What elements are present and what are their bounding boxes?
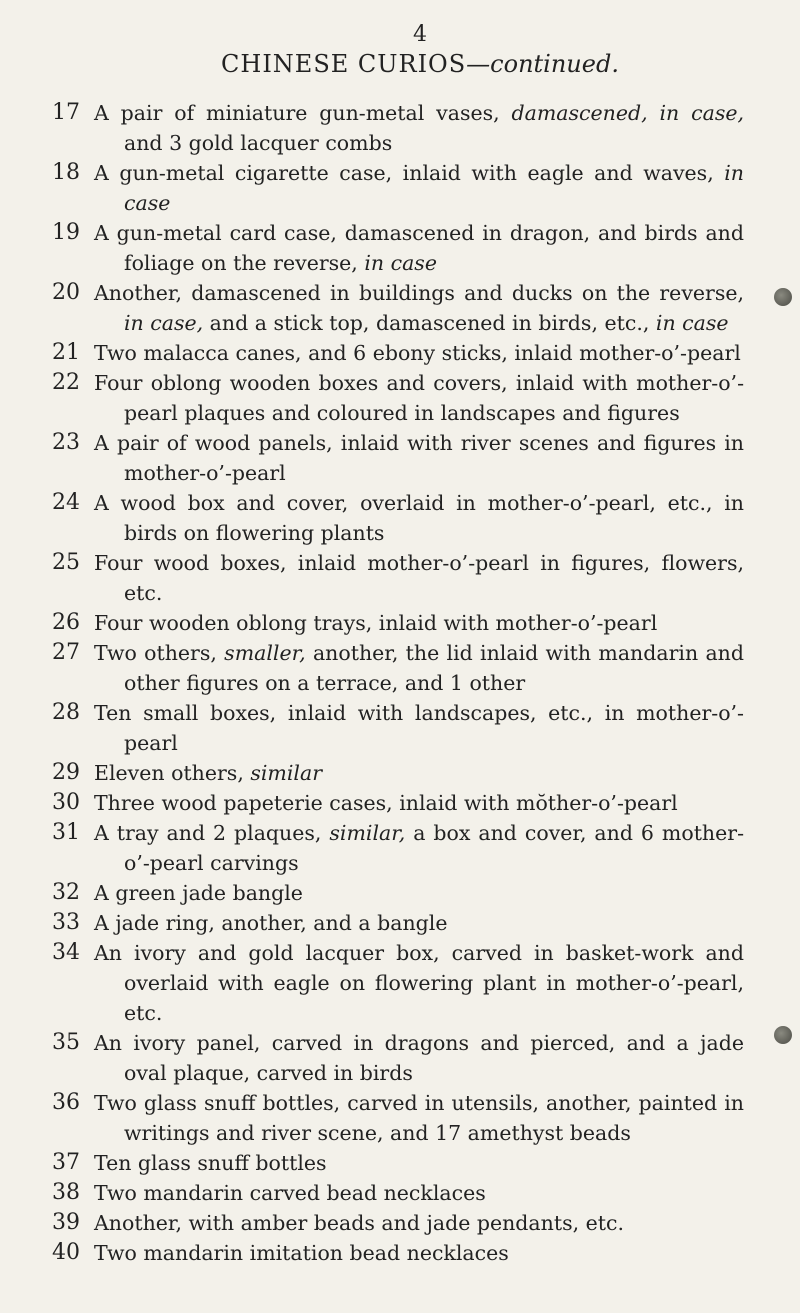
lot-description	[94, 698, 744, 758]
lot-description	[94, 1148, 744, 1178]
lot-number: 38	[52, 1180, 80, 1205]
lot-description-text: Two mandarin imitation bead necklaces	[94, 1241, 509, 1265]
lot-number: 25	[52, 550, 80, 575]
paper-blemish	[774, 288, 792, 306]
page-heading	[0, 50, 800, 78]
lot-description-text: another, the lid inlaid with mandarin and other figures on a terrace, and 1 other	[124, 641, 744, 695]
lot-description-italic: damascened, in case,	[511, 101, 744, 125]
lot-entry	[0, 548, 800, 608]
paper-blemish	[774, 1026, 792, 1044]
lot-description	[94, 488, 744, 548]
lot-description-text: Two malacca canes, and 6 ebony sticks, inlaid mother-o’-pearl	[94, 341, 741, 365]
lot-entry	[0, 608, 800, 638]
lot-number: 20	[52, 280, 80, 305]
lot-description-text: A pair of miniature gun-metal vases,	[94, 101, 512, 125]
lot-description	[94, 98, 744, 158]
lot-entry	[0, 1028, 800, 1088]
lot-description-text: Two mandarin carved bead necklaces	[94, 1181, 486, 1205]
lot-description	[94, 608, 744, 638]
lot-number: 32	[52, 880, 80, 905]
lot-number: 18	[52, 160, 80, 185]
lot-description	[94, 818, 744, 878]
lot-description-text: and 3 gold lacquer combs	[124, 131, 393, 155]
lot-entry	[0, 98, 800, 158]
lot-number: 34	[52, 940, 80, 965]
lot-description	[94, 788, 744, 818]
lot-number: 30	[52, 790, 80, 815]
lot-entry	[0, 788, 800, 818]
lot-description	[94, 1238, 744, 1268]
heading-continued: —continued.	[466, 50, 619, 78]
lot-entry	[0, 758, 800, 788]
lot-description-text: A gun-metal cigarette case, inlaid with eagle and waves,	[94, 161, 725, 185]
lot-description	[94, 938, 744, 1028]
lot-number: 26	[52, 610, 80, 635]
lot-description-text: A jade ring, another, and a bangle	[94, 911, 448, 935]
lot-number: 33	[52, 910, 80, 935]
lot-description	[94, 218, 744, 278]
lot-number: 27	[52, 640, 80, 665]
lot-description	[94, 758, 744, 788]
lot-entry	[0, 1148, 800, 1178]
lot-description-text: An ivory and gold lacquer box, carved in basket-work and overlaid with eagle on flowering plant in mother-o’-pearl, etc.	[94, 941, 744, 1025]
lot-description-text: An ivory panel, carved in dragons and pierced, and a jade oval plaque, carved in birds	[94, 1031, 744, 1085]
lot-entry	[0, 818, 800, 878]
lot-number: 36	[52, 1090, 80, 1115]
lot-description-text: Two glass snuff bottles, carved in utensils, another, painted in writings and river scene, and 17 amethyst beads	[94, 1091, 744, 1145]
lot-entry	[0, 698, 800, 758]
lot-number: 40	[52, 1240, 80, 1265]
lot-description-text: Another, with amber beads and jade pendants, etc.	[94, 1211, 625, 1235]
lot-description-italic: similar	[250, 761, 323, 785]
lot-number: 17	[52, 100, 80, 125]
lot-description-text: and a stick top, damascened in birds, etc.,	[203, 311, 656, 335]
lot-description	[94, 908, 744, 938]
lot-entry	[0, 1178, 800, 1208]
lot-description-text: A gun-metal card case, damascened in dragon, and birds and foliage on the reverse,	[94, 221, 744, 275]
lot-entry	[0, 218, 800, 278]
lot-entry	[0, 938, 800, 1028]
lot-description	[94, 548, 744, 608]
lot-description	[94, 368, 744, 428]
lot-number: 24	[52, 490, 80, 515]
lot-description-text: A pair of wood panels, inlaid with river scenes and figures in mother-o’-pearl	[94, 431, 744, 485]
lot-description	[94, 1028, 744, 1088]
lot-number: 19	[52, 220, 80, 245]
lot-description-text: A tray and 2 plaques,	[94, 821, 330, 845]
lot-description-text: Four wooden oblong trays, inlaid with mother-o’-pearl	[94, 611, 658, 635]
lot-entry	[0, 878, 800, 908]
lot-number: 21	[52, 340, 80, 365]
lot-number: 37	[52, 1150, 80, 1175]
lot-number: 28	[52, 700, 80, 725]
lot-entry	[0, 368, 800, 428]
lot-description-text: Four wood boxes, inlaid mother-o’-pearl in figures, flowers, etc.	[94, 551, 744, 605]
lot-description-text: Eleven others,	[94, 761, 251, 785]
lot-description-text: A green jade bangle	[94, 881, 303, 905]
lot-description-italic: in case,	[124, 311, 204, 335]
lot-description-italic: in case	[124, 161, 744, 215]
lot-number: 23	[52, 430, 80, 455]
lot-number: 39	[52, 1210, 80, 1235]
lot-entry	[0, 338, 800, 368]
lot-description-text: Another, damascened in buildings and ducks on the reverse,	[94, 281, 744, 305]
lot-number: 31	[52, 820, 80, 845]
lot-entry	[0, 1088, 800, 1148]
lot-description-text: a box and cover, and 6 mother-o’-pearl carvings	[124, 821, 744, 875]
lot-description-text: A wood box and cover, overlaid in mother-o’-pearl, etc., in birds on flowering plants	[94, 491, 744, 545]
lot-entry	[0, 638, 800, 698]
lot-description	[94, 338, 744, 368]
lot-description-italic: smaller,	[224, 641, 306, 665]
lot-description-text: Three wood papeterie cases, inlaid with mŏther-o’-pearl	[94, 791, 678, 815]
lot-description	[94, 1208, 744, 1238]
lot-description	[94, 638, 744, 698]
lot-description	[94, 1178, 744, 1208]
lot-description-italic: in case	[655, 311, 729, 335]
lot-description-text: Ten glass snuff bottles	[94, 1151, 327, 1175]
lot-description	[94, 878, 744, 908]
lot-description	[94, 158, 744, 218]
lot-entry	[0, 1238, 800, 1268]
lot-description	[94, 428, 744, 488]
lot-entry	[0, 1208, 800, 1238]
lot-description-text: Four oblong wooden boxes and covers, inlaid with mother-o’-pearl plaques and coloured in landscapes and figures	[94, 371, 744, 425]
lot-description	[94, 278, 744, 338]
lot-description-italic: in case	[364, 251, 437, 275]
lot-entry	[0, 278, 800, 338]
lot-entry	[0, 488, 800, 548]
lot-entry	[0, 158, 800, 218]
lot-number: 29	[52, 760, 80, 785]
lot-description-text: Ten small boxes, inlaid with landscapes, etc., in mother-o’-pearl	[94, 701, 744, 755]
lot-entry	[0, 428, 800, 488]
lot-list	[0, 98, 800, 1268]
heading-title: CHINESE CURIOS	[221, 50, 467, 78]
lot-entry	[0, 908, 800, 938]
lot-number: 22	[52, 370, 80, 395]
lot-description-text: Two others,	[94, 641, 225, 665]
lot-description	[94, 1088, 744, 1148]
page-number: 4	[413, 22, 427, 47]
lot-number: 35	[52, 1030, 80, 1055]
lot-description-italic: similar,	[329, 821, 406, 845]
